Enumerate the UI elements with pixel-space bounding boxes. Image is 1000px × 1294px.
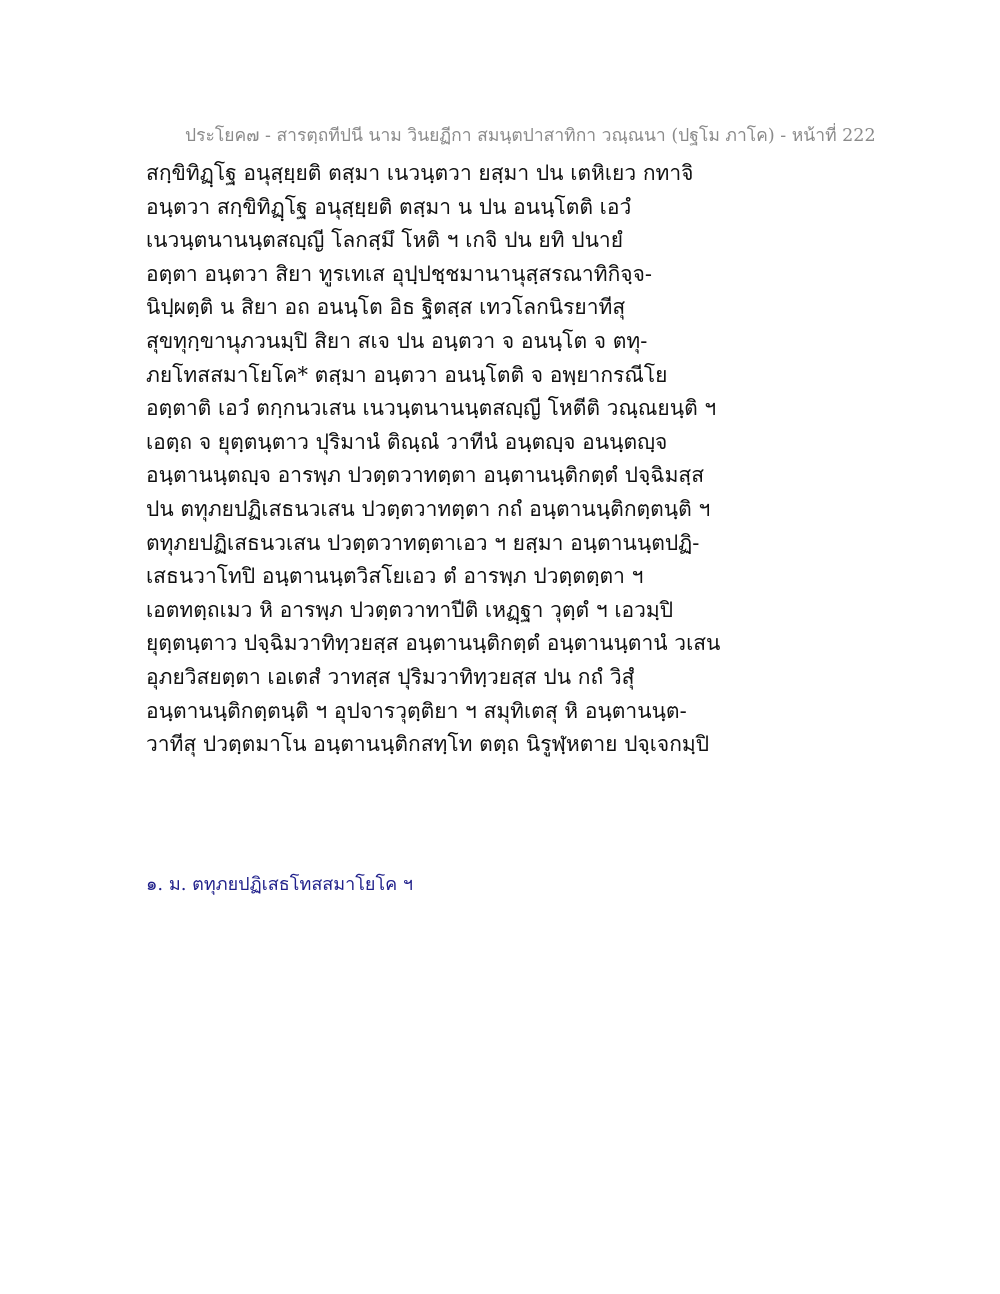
body-line: อตฺตาติ เอวํ ตกฺกนวเสน เนวนฺตนานนฺตสญฺญี โหตีติ วณฺณยนฺติ ฯ — [146, 396, 717, 421]
body-line: เนวนฺตนานนฺตสญฺญี โลกสฺมึ โหติ ฯ เกจิ ปน ยทิ ปนายํ — [146, 228, 624, 253]
body-line: สกฺขิทิฏฺโฐ อนุสฺยฺยติ ตสฺมา เนวนฺตวา ยสฺมา ปน เตหิเยว กทาจิ — [146, 161, 694, 185]
body-line: เอตทตฺถเมว หิ อารพฺภ ปวตฺตวาทาปีติ เหฏฺฐา วุตฺตํ ฯ เอวมฺปิ — [146, 597, 674, 622]
body-line: อตฺตา อนฺตวา สิยา ทูรเทเส อุปฺปชฺชมานานุสฺสรณาทิกิจฺจ- — [146, 261, 652, 286]
body-line: เสธนวาโทปิ อนฺตานนฺตวิสโยเอว ตํ อารพฺภ ปวตฺตตฺตา ฯ — [146, 564, 644, 589]
body-line: วาทีสุ ปวตฺตมาโน อนฺตานนฺติกสทฺโท ตตฺถ นิรูฬฺหตาย ปจฺเจกมฺปิ — [146, 732, 710, 757]
body-line: เอตฺถ จ ยุตฺตนฺตาว ปุริมานํ ติณฺณํ วาทีนํ อนฺตญฺจ อนนฺตญฺจ — [146, 429, 668, 454]
body-line: สุขทุกฺขานุภวนมฺปิ สิยา สเจ ปน อนฺตวา จ อนนฺโต จ ตทุ- — [146, 328, 648, 353]
body-line: ตทุภยปฏิเสธนวเสน ปวตฺตวาทตฺตาเอว ฯ ยสฺมา อนฺตานนฺตปฏิ- — [146, 530, 700, 555]
body-text — [146, 157, 721, 762]
body-line: อุภยวิสยตฺตา เอเตสํ วาทสฺส ปุริมวาทิทฺวยสฺส ปน กถํ วิสุํ — [146, 664, 635, 689]
body-line: นิปฺผตฺติ น สิยา อถ อนนฺโต อิธ ฐิตสฺส เทวโลกนิรยาทีสุ — [146, 295, 626, 320]
body-line: ยุตฺตนฺตาว ปจฺฉิมวาทิทฺวยสฺส อนฺตานนฺติกตฺตํ อนฺตานนฺตานํ วเสน — [146, 631, 721, 656]
footnote: ๑. ม. ตทุภยปฏิเสธโทสสมาโยโค ฯ — [146, 874, 414, 895]
body-line: อนฺตานนฺตญฺจ อารพฺภ ปวตฺตวาทตฺตา อนฺตานนฺติกตฺตํ ปจฺฉิมสฺส — [146, 463, 705, 488]
body-line: อนฺตานนฺติกตฺตนฺติ ฯ อุปจารวุตฺติยา ฯ สมุทิเตสุ หิ อนฺตานนฺต- — [146, 698, 687, 723]
body-line: อนฺตวา สกฺขิทิฏฺโฐ อนุสฺยฺยติ ตสฺมา น ปน อนนฺโตติ เอวํ — [146, 194, 632, 219]
body-line: ภยโทสสมาโยโค* ตสฺมา อนฺตวา อนนฺโตติ จ อพฺยากรณีโย — [146, 362, 668, 387]
running-header: ประโยค๗ - สารตฺถทีปนี นาม วินยฏีกา สมนฺตปาสาทิกา วณฺณนา (ปฐโม ภาโค) - หน้าที่ 222 — [185, 126, 876, 146]
body-line: ปน ตทุภยปฏิเสธนวเสน ปวตฺตวาทตฺตา กถํ อนฺตานนฺติกตฺตนฺติ ฯ — [146, 496, 711, 521]
